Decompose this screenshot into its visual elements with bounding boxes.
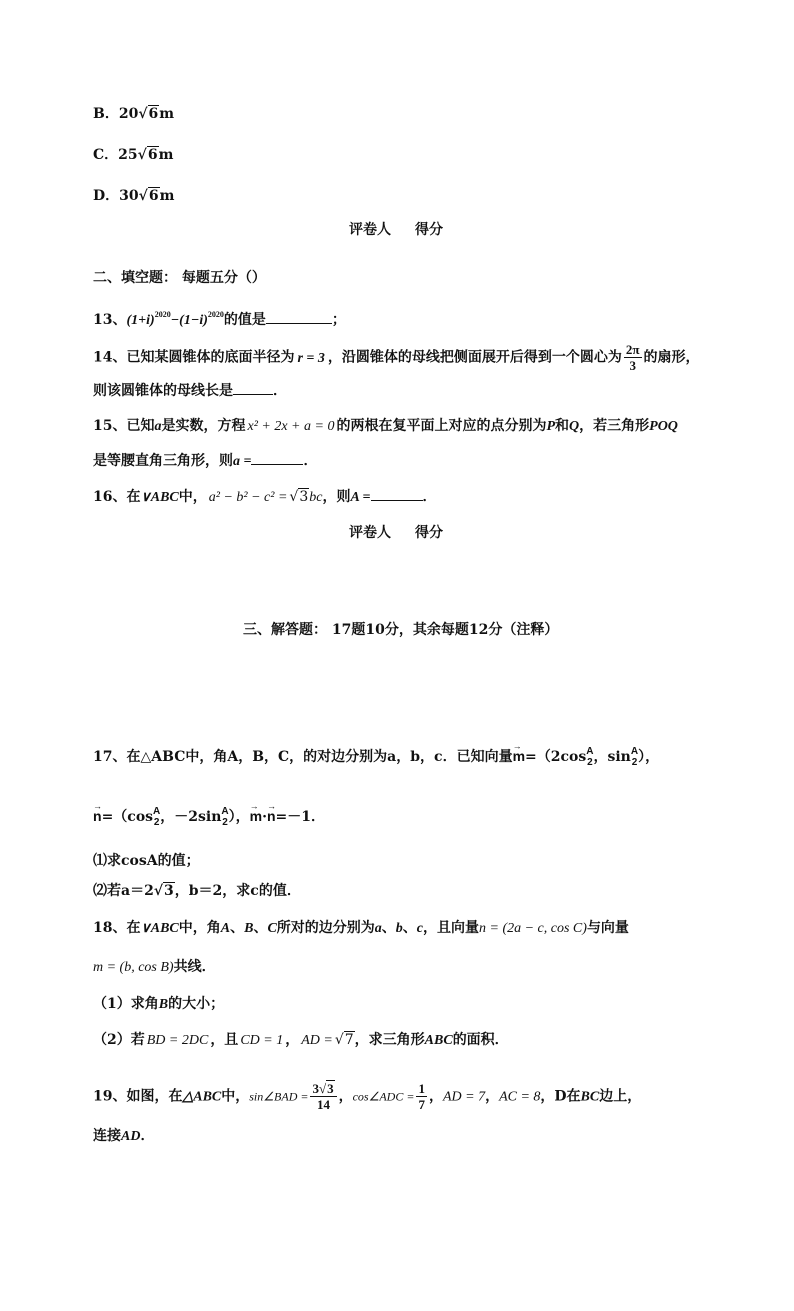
triangle: ∨ABC	[140, 490, 179, 505]
q17-text: =－1．	[275, 809, 326, 825]
numerator	[310, 1081, 336, 1097]
var-C: C	[267, 921, 277, 936]
question-19: 19、如图，在△ABC中，sin∠BAD = $\frac{3√3}{14}$ ，cos∠ADC = $\frac{1}{7}$ ，AD = 7，AC = 8，D在BC边上，	[93, 1081, 642, 1112]
numerator: A	[221, 806, 229, 817]
numerator: 1	[418, 1081, 425, 1096]
triangle-abc: ABC	[424, 1033, 453, 1048]
var-poq: POQ	[649, 419, 678, 434]
var-q: Q	[569, 419, 580, 434]
question-16	[93, 487, 437, 508]
fraction	[624, 342, 642, 373]
exponent: 2020	[207, 310, 224, 319]
question-17-sub-1: ⑴求cosA的值；	[93, 853, 200, 869]
option-coef: 20	[118, 106, 139, 122]
q18-text: ，求三角形	[354, 1032, 425, 1048]
ad-eq: AD = 7	[442, 1089, 486, 1105]
vector-eq: BD = 2DC	[146, 1033, 209, 1048]
grader-row-2	[349, 523, 443, 543]
coef: 3	[312, 1081, 319, 1096]
question-18-line-2	[93, 957, 216, 978]
q17-text: ，sin	[593, 749, 631, 765]
radicand: 6	[148, 188, 159, 204]
q17-text: ），	[638, 749, 660, 765]
equation: a² − b² − c² =	[208, 490, 288, 505]
lhs: a =	[233, 454, 252, 469]
q15-text: 已知	[126, 418, 155, 434]
punct: ．	[303, 453, 318, 469]
sqrt: √6	[138, 106, 159, 122]
question-number: 19、	[93, 1088, 127, 1105]
expr-a: (1+i)	[126, 313, 155, 328]
var-bc: BC	[580, 1089, 600, 1105]
answer-blank[interactable]	[251, 464, 303, 465]
punct: ．	[140, 1128, 155, 1144]
unit: m	[159, 188, 175, 204]
numerator: 2π	[625, 342, 640, 357]
numerator: A	[630, 746, 639, 757]
q15-text: 的两根在复平面上对应的点分别为	[336, 418, 547, 434]
var-ad: AD	[121, 1129, 141, 1144]
var-c: c	[416, 921, 423, 936]
grader-row-1	[349, 220, 443, 240]
q18-text: ，且	[210, 1032, 239, 1048]
option-b	[93, 104, 174, 124]
vector-n: → n	[267, 806, 276, 826]
question-18-sub-2: （2）若 BD = 2DC ，且 CD = 1 ， AD = √7，求三角形ABC的面积．	[93, 1032, 509, 1048]
q18-text: 的大小；	[168, 996, 225, 1012]
q18-text: 共线．	[173, 959, 216, 975]
expr-b: (1−i)	[179, 313, 208, 328]
q17-text: ，b＝2，求c的值．	[174, 883, 301, 899]
ad-eq: AD =	[301, 1033, 333, 1048]
denominator: 2	[631, 757, 638, 768]
q16-text: 中，	[178, 489, 207, 505]
radicand: 3	[164, 883, 174, 899]
q19-text: 如图，在	[126, 1088, 183, 1105]
fraction-sin	[310, 1081, 336, 1112]
question-number: 15、	[93, 418, 127, 434]
vector-m: → m	[513, 746, 525, 766]
q14-text: ，沿圆锥体的母线把侧面展开后得到一个圆心为	[327, 349, 622, 366]
q14-text: 则该圆锥体的母线长是	[93, 383, 233, 399]
var-b: b	[395, 921, 403, 936]
section-3-title: 三、解答题： 17题10分，其余每题12分（注释）	[243, 622, 559, 638]
reviewer-label: 评卷人	[349, 222, 391, 238]
q18-text: 在	[126, 920, 141, 936]
vector-m-expr: m = (b, cos B)	[93, 960, 174, 975]
vector-m: → m	[250, 806, 262, 826]
q16-text: 在	[126, 489, 141, 505]
punct: ．	[273, 383, 287, 399]
equation: x² + 2x + a = 0	[247, 419, 335, 434]
q17-text: =（2cos	[525, 749, 587, 765]
q18-text: 与向量	[586, 920, 629, 936]
cos-expr: cos∠ADC =	[352, 1089, 415, 1104]
var-a: a	[154, 419, 162, 434]
question-15	[93, 416, 678, 437]
var-A: A	[220, 921, 231, 936]
denominator: 3	[629, 358, 636, 373]
q18-text: 的面积．	[452, 1032, 509, 1048]
q15-text: 是等腰直角三角形，则	[93, 453, 233, 469]
sqrt: √3	[153, 883, 174, 899]
question-number: 16、	[93, 489, 127, 505]
score-label: 得分	[415, 222, 443, 238]
answer-blank[interactable]	[233, 394, 273, 395]
exponent: 2020	[154, 310, 171, 319]
radicand: 3	[327, 1081, 334, 1096]
cd-eq: CD = 1	[240, 1033, 284, 1048]
var-B: B	[158, 997, 169, 1012]
question-15-line-2	[93, 451, 317, 472]
q19-text: 边上，	[599, 1088, 642, 1105]
q17-text: =（cos	[101, 809, 154, 825]
triangle: ∨ABC	[140, 921, 179, 936]
sep: 、	[253, 920, 268, 936]
sqrt: √6	[138, 188, 159, 204]
question-17	[93, 746, 659, 768]
question-14-line-2	[93, 381, 287, 401]
q19-text: 中，	[221, 1088, 250, 1105]
radicand: 6	[147, 147, 158, 163]
q17-text: ⑵若a＝2	[93, 883, 154, 899]
sqrt: √7	[334, 1032, 354, 1048]
sep: 、	[230, 920, 245, 936]
q14-text: 的扇形，	[643, 349, 700, 366]
question-18-sub-1	[93, 994, 224, 1015]
radicand: 7	[344, 1032, 354, 1048]
section-2-title: 二、填空题： 每题五分（）	[93, 270, 266, 286]
ac-eq: AC = 8	[499, 1089, 541, 1105]
var-bc: bc	[309, 490, 323, 505]
denominator: 2	[222, 817, 228, 828]
radicand: 6	[148, 106, 159, 122]
question-number: 17、	[93, 749, 127, 765]
dot: ·	[262, 809, 267, 825]
q15-text: 是实数，方程	[161, 418, 246, 434]
minus: −	[170, 313, 180, 328]
numerator: A	[153, 806, 161, 817]
option-d	[93, 186, 174, 206]
option-coef: 25	[118, 147, 138, 163]
question-17-sub-2	[93, 881, 301, 901]
numerator: A	[586, 746, 594, 757]
q18-text: 中，角	[178, 920, 221, 936]
q18-text: （1）求角	[93, 996, 159, 1012]
var-B: B	[244, 921, 254, 936]
option-label: B．	[93, 106, 119, 122]
question-14	[93, 342, 700, 373]
q15-text: 和	[555, 418, 570, 434]
q15-text: ，若三角形	[579, 418, 650, 434]
q14-text: 已知某圆锥体的底面半径为	[126, 349, 295, 366]
q19-text: ，D在	[540, 1088, 581, 1105]
question-13	[93, 305, 346, 331]
question-17-line-2	[93, 806, 325, 828]
sep: 、	[402, 920, 417, 936]
option-label: D．	[93, 188, 120, 204]
question-number: 14、	[93, 349, 127, 366]
lhs: A =	[350, 490, 371, 505]
sqrt: √3	[318, 1081, 334, 1096]
question-number: 18、	[93, 920, 127, 936]
var-p: P	[546, 419, 556, 434]
radicand: 3	[299, 489, 309, 505]
var-a: a	[374, 921, 382, 936]
q19-text: 连接	[93, 1128, 121, 1144]
sqrt: √6	[137, 147, 158, 163]
q18-text: （2）若	[93, 1032, 145, 1048]
var-r: r = 3	[297, 350, 325, 366]
punct: ．	[422, 489, 437, 505]
q16-text: ，则	[322, 489, 351, 505]
answer-blank[interactable]	[266, 323, 332, 324]
question-number: 13、	[93, 312, 127, 328]
unit: m	[159, 106, 175, 122]
q18-text: 所对的边分别为	[276, 920, 375, 936]
option-coef: 30	[119, 188, 139, 204]
question-18	[93, 918, 629, 939]
denominator: 2	[153, 817, 160, 828]
sep: 、	[381, 920, 396, 936]
fraction-a-over-2	[221, 806, 228, 828]
vector-n: → n	[93, 806, 102, 826]
q17-text: ），	[228, 809, 250, 825]
denominator: 14	[317, 1097, 331, 1112]
unit: m	[158, 147, 174, 163]
punct: ；	[331, 312, 346, 328]
option-c	[93, 145, 173, 165]
sin-expr: sin∠BAD =	[249, 1089, 309, 1104]
sqrt: √3	[289, 489, 309, 505]
triangle: △ABC	[182, 1089, 222, 1105]
reviewer-label: 评卷人	[349, 525, 391, 541]
q13-text: 的值是	[223, 312, 266, 328]
q17-text: ，－2sin	[160, 809, 222, 825]
option-label: C．	[93, 147, 119, 163]
score-label: 得分	[415, 525, 443, 541]
q18-text: ，且向量	[423, 920, 479, 936]
denominator: 2	[587, 757, 593, 768]
fraction-cos	[416, 1081, 427, 1112]
question-19-line-2	[93, 1126, 154, 1147]
answer-blank[interactable]	[371, 500, 423, 501]
q17-text: 在△ABC中，角A，B，C，的对边分别为a，b，c．已知向量	[126, 749, 513, 765]
vector-n-expr: n = (2a − c, cos C)	[479, 921, 587, 936]
denominator: 7	[418, 1097, 425, 1112]
